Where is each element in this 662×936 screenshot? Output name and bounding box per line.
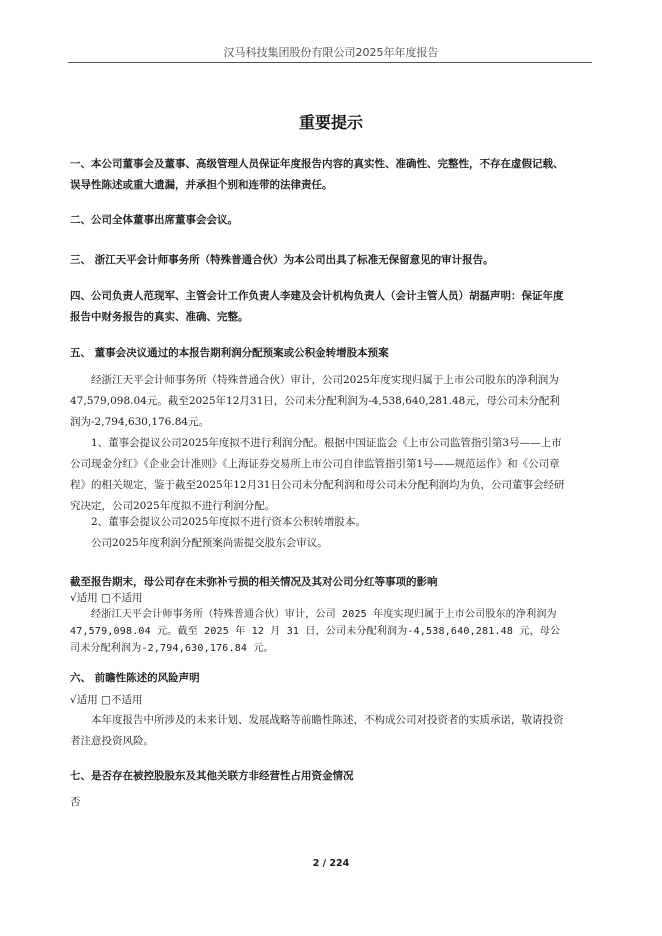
page-title: 重要提示: [298, 113, 363, 132]
page-number: 2 / 224: [312, 858, 350, 869]
notice-item-3: 三、 浙江天平会计师事务所（特殊普通合伙）为本公司出具了标准无保留意见的审计报告。: [70, 254, 494, 266]
profit-distribution-paragraph-2: 1、董事会提议公司2025年度拟不进行利润分配。根据中国证监会《上市公司监管指引第3号——上市公司现金分红》《企业会计准则》《上海证券交易所上市公司自律监管指引第1号——规范运作》和《公司章程》的相关规定，鉴于截至2025年12月31日公司未分配利润和母公司未分配利润均为负，公司董事会经研究决定，公司2025年度拟不进行利润分配。: [70, 437, 565, 512]
header-divider: [68, 62, 592, 63]
notice-item-1: 一、本公司董事会及董事、高级管理人员保证年度报告内容的真实性、准确性、完整性，不存在虚假记载、误导性陈述或重大遗漏，并承担个别和连带的法律责任。: [70, 158, 564, 191]
profit-distribution-paragraph-3: 2、董事会提议公司2025年度拟不进行资本公积转增股本。: [91, 516, 366, 528]
uncovered-loss-heading: 截至报告期末，母公司存在未弥补亏损的相关情况及其对公司分红等事项的影响: [70, 576, 438, 588]
forward-looking-paragraph: 本年度报告中所涉及的未来计划、发展战略等前瞻性陈述，不构成公司对投资者的实质承诺，敬请投资者注意投资风险。: [70, 714, 564, 747]
forward-looking-applicability: √适用 □不适用: [70, 694, 143, 706]
notice-item-7-answer: 否: [70, 796, 81, 808]
profit-distribution-paragraph-1: 经浙江天平会计师事务所（特殊普通合伙）审计，公司2025年度实现归属于上市公司股东的净利润为47,579,098.04元。截至2025年12月31日，公司未分配利润为-4,538,640,281.48元，母公司未分配利润为-2,794,630,176.84元。: [70, 374, 560, 428]
profit-distribution-paragraph-4: 公司2025年度利润分配预案尚需提交股东会审议。: [91, 537, 328, 549]
notice-item-2: 二、公司全体董事出席董事会会议。: [70, 214, 238, 226]
notice-item-4: 四、公司负责人范现军、主管会计工作负责人李建及会计机构负责人（会计主管人员）胡磊声明：保证年度报告中财务报告的真实、准确、完整。: [70, 290, 564, 323]
notice-item-5-heading: 五、 董事会决议通过的本报告期利润分配预案或公积金转增股本预案: [70, 347, 389, 359]
uncovered-loss-paragraph: 经浙江天平会计师事务所（特殊普通合伙）审计，公司 2025 年度实现归属于上市公司股东的净利润为 47,579,098.04 元。截至 2025 年 12 月 31 日，公司未分配利润为-4,538,640,281.48 元，母公司未分配利润为-2,794,630,176.84 元。: [70, 609, 561, 654]
uncovered-loss-applicability: √适用 □不适用: [70, 592, 143, 604]
notice-item-6-heading: 六、 前瞻性陈述的风险声明: [70, 672, 200, 684]
notice-item-7-heading: 七、是否存在被控股股东及其他关联方非经营性占用资金情况: [70, 770, 354, 782]
report-header-title: 汉马科技集团股份有限公司2025年年度报告: [223, 46, 439, 59]
